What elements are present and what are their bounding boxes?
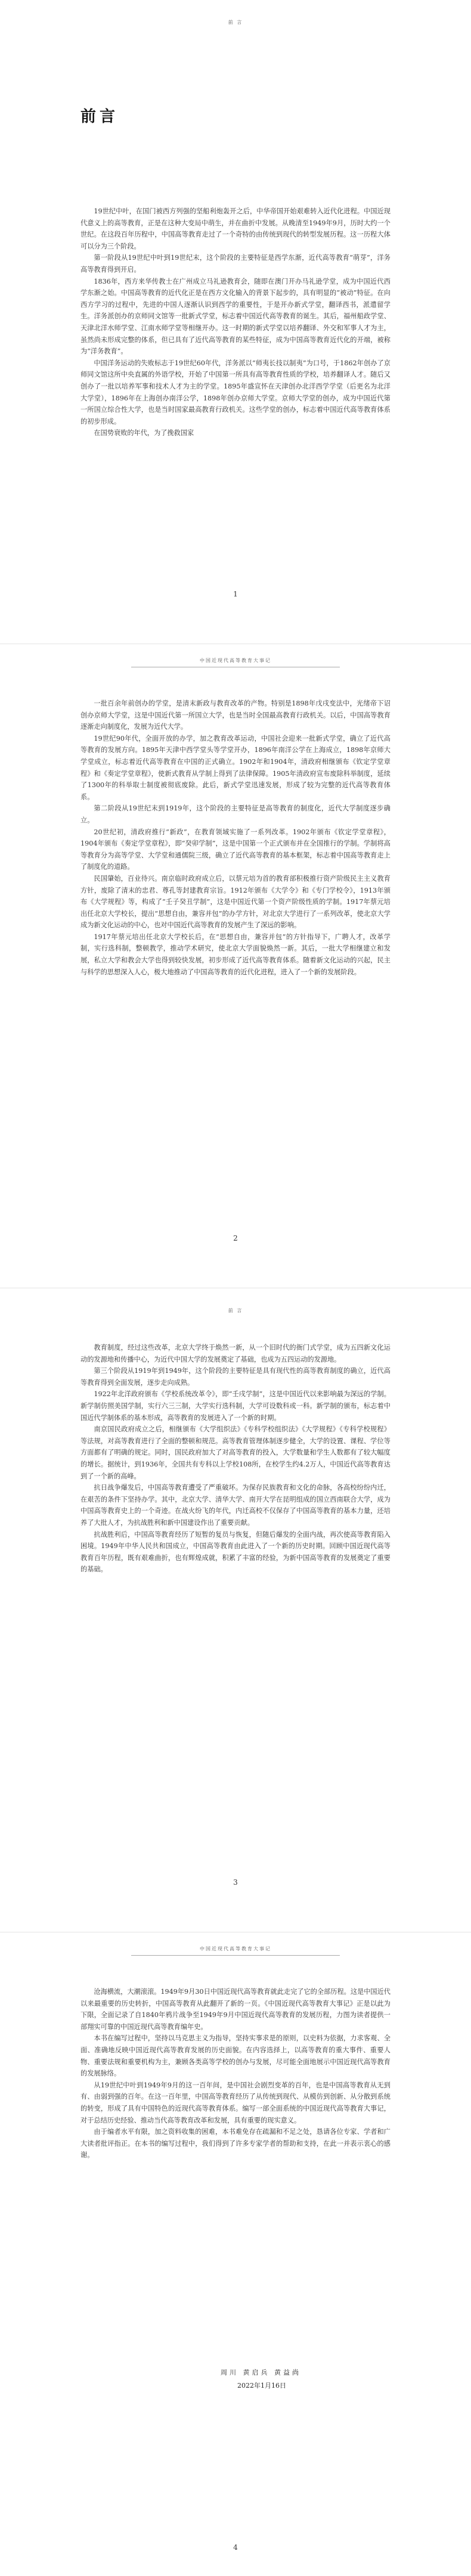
paragraph: 19世纪90年代，全面开放的办学，加之教育改革运动，中国社会迎来一批新式学堂，确立了近代高等教育的发展方向。1895年天津中西学堂头等学堂开办，1896年南洋公学在上海成立，1898年京师大学堂成立，标志着近代高等教育在中国的正式确立。1902年和1904年，清政府相继颁布《钦定学堂章程》和《奏定学堂章程》，使新式教育从学制上得到了法律保障。1905年清政府宣布废除科举制度，延续了1300年的科举取士制度被彻底废除。此后，新式学堂迅速发展，形成了较为完整的近代高等教育体系。 (80, 734, 391, 801)
document-page-2 (0, 644, 471, 1288)
signature-date: 2022年1月16日 (237, 2382, 286, 2389)
page-number: 1 (233, 590, 238, 598)
paragraph: 19世纪中叶，在国门被西方列强的坚船利炮轰开之后，中华帝国开始艰难转入近代化进程。中国近现代意义上的高等教育，正是在这种大变局中萌生，并在曲折中发展。从晚清至1949年9月，历时大约一个世纪。在这段百年历程中，中国高等教育走过了一个奇特的由传统到现代的转型发展历程。这一历程大体可以分为三个阶段。 (80, 207, 391, 250)
paragraph: 中国洋务运动的失败标志于19世纪60年代，洋务派以“师夷长技以制夷”为口号，于1862年创办了京师同文馆这所中央直属的外语学校，开始了中国第一所具有高等教育性质的学校，培养翻译人才。随后又创办了一批以培养军事和技术人才为主的学堂。1895年盛宣怀在天津创办北洋西学学堂（后更名为北洋大学堂），1896年在上海创办南洋公学，1898年创办京师大学堂。京师大学堂的创办，成为中国近代第一所国立综合性大学，也是当时国家最高教育行政机关。这些学堂的创办，标志着中国近代高等教育体系的初步形成。 (80, 359, 391, 425)
paragraph: 抗日战争爆发后，中国高等教育遭受了严重破坏。为保存民族教育和文化的命脉，各高校纷纷内迁，在艰苦的条件下坚持办学。其中，北京大学、清华大学、南开大学在昆明组成的国立西南联合大学，成为中国高等教育史上的一个奇迹。在战火纷飞的年代，内迁高校不仅保存了中国高等教育的基本力量，还培养了大批人才，为抗战胜利和新中国建设作出了重要贡献。 (80, 1484, 391, 1527)
page-number: 2 (233, 1234, 238, 1242)
paragraph: 1836年，西方来华传教士在广州成立马礼逊教育会，随即在澳门开办马礼逊学堂，成为中国近代西学东渐之始。中国高等教育的近代化正是在西方文化输入的背景下起步的，具有明显的“被动”特征。在向西方学习的过程中，先进的中国人逐渐认识到西学的重要性，于是开办新式学堂，翻译西书，派遣留学生。洋务派创办的京师同文馆等一批新式学堂，标志着中国近代高等教育的诞生。其后，福州船政学堂、天津北洋水师学堂、江南水师学堂等相继开办。这一时期的新式学堂以培养翻译、外交和军事人才为主，虽然尚未形成完整的体系，但已具有了近代高等教育的某些特征，成为中国高等教育近代化的开端，被称为“洋务教育”。 (80, 277, 391, 356)
page-number: 3 (233, 1878, 238, 1887)
paragraph: 第一阶段从19世纪中叶到19世纪末，这个阶段的主要特征是西学东渐，近代高等教育“萌芽”，洋务高等教育得到开启。 (80, 254, 391, 274)
document-page-1 (0, 0, 471, 644)
running-header: 中国近现代高等教育大事记 (200, 1946, 271, 1952)
page-body (80, 698, 391, 978)
paragraph: 从19世纪中叶到1949年9月的这一百年间，是中国社会剧烈变革的百年，也是中国高等教育从无到有、由弱到强的百年。在这一百年里，中国高等教育经历了从传统到现代、从模仿到创新、从分散到系统的转变，形成了具有中国特色的近现代高等教育体系。编写一部全面系统的中国近现代高等教育大事记，对于总结历史经验、推动当代高等教育改革和发展，具有重要的现实意义。 (80, 2081, 391, 2124)
paragraph: 由于编者水平有限，加之资料收集的困难，本书难免存在疏漏和不足之处，恳请各位专家、学者和广大读者批评指正。在本书的编写过程中，我们得到了许多专家学者的帮助和支持，在此一并表示衷心的感谢。 (80, 2128, 391, 2159)
paragraph: 抗战胜利后，中国高等教育经历了短暂的复员与恢复，但随后爆发的全面内战，再次使高等教育陷入困境。1949年中华人民共和国成立，中国高等教育由此进入了一个新的历史时期。回顾中国近现代高等教育百年历程，既有艰难曲折，也有辉煌成就，积累了丰富的经验，为新中国高等教育的发展奠定了重要的基础。 (80, 1530, 391, 1574)
running-header: 前 言 (228, 1308, 243, 1313)
document-page-4 (0, 1932, 471, 2576)
paragraph: 民国肇始，百业待兴。南京临时政府成立后，以蔡元培为首的教育部积极推行资产阶级民主主义教育方针，废除了清末的忠君、尊孔等封建教育宗旨。1912年颁布《大学令》和《专门学校令》，1913年颁布《大学规程》等，构成了“壬子癸丑学制”，这是中国近代第一个资产阶级性质的学制。1917年蔡元培出任北京大学校长，提出“思想自由，兼容并包”的办学方针，对北京大学进行了一系列改革，使北京大学成为新文化运动的中心，也对中国近代高等教育的发展产生了深远的影响。 (80, 874, 391, 930)
paragraph: 一批百余年前创办的学堂，是清末新政与教育改革的产物。特别是1898年戊戌变法中，光绪帝下诏创办京师大学堂，这是中国近代第一所国立大学，也是当时全国最高教育行政机关。以后，中国高等教育逐渐走向制度化，发展为近代大学。 (80, 700, 391, 731)
page-body (80, 1986, 391, 2161)
header-rule (131, 1955, 340, 1956)
paragraph: 本书在编写过程中，坚持以马克思主义为指导，坚持实事求是的原则，以史料为依据，力求客观、全面、准确地反映中国近现代高等教育发展的历史面貌。在内容选择上，以高等教育的重大事件、重要人物、重要法规和重要机构为主，兼顾各类高等学校的创办与发展，尽可能全面地展示中国近现代高等教育的发展脉络。 (80, 2034, 391, 2078)
preface-title: 前言 (80, 108, 119, 126)
document-page-3 (0, 1288, 471, 1932)
paragraph: 1922年北洋政府颁布《学校系统改革令》，即“壬戌学制”，这是中国近代以来影响最为深远的学制。新学制仿照美国学制，实行六三三制，大学实行选科制，大学可设数科或一科。新学制的颁布，标志着中国近代学制体系的基本形成，高等教育的发展进入了一个新的时期。 (80, 1390, 391, 1422)
paragraph: 在国势衰败的年代，为了挽救国家 (94, 429, 194, 437)
running-header: 前 言 (228, 20, 243, 25)
signature-names: 周川 黄启兵 黄益尚 (221, 2369, 301, 2376)
paragraph: 教育制度，经过这些改革，北京大学终于焕然一新，从一个旧时代的衙门式学堂，成为五四新文化运动的发源地和传播中心，为近代中国大学的发展奠定了基础，也成为五四运动的发源地。 (80, 1344, 391, 1363)
signature-block (80, 2367, 391, 2390)
paragraph: 20世纪初，清政府推行“新政”，在教育领域实施了一系列改革。1902年颁布《钦定学堂章程》，1904年颁布《奏定学堂章程》，即“癸卯学制”，这是中国第一个正式颁布并在全国推行的学制。学制将高等教育分为高等学堂、大学堂和通儒院三级，确立了近代高等教育的基本框架，标志着中国高等教育走上了制度化的道路。 (80, 828, 391, 871)
paragraph: 南京国民政府成立之后，相继颁布《大学组织法》《专科学校组织法》《大学规程》《专科学校规程》等法规，对高等教育进行了全面的整顿和规范。高等教育管理体制逐步健全，大学的设置、课程、学位等方面都有了明确的规定。同时，国民政府加大了对高等教育的投入，大学数量和学生人数都有了较大幅度的增长。据统计，到1936年，全国共有专科以上学校108所，在校学生约4.2万人，中国近代高等教育达到了一个新的高峰。 (80, 1425, 391, 1480)
paragraph: 第二阶段从19世纪末到1919年，这个阶段的主要特征是高等教育的制度化，近代大学制度逐步确立。 (80, 804, 391, 824)
paragraph: 第三个阶段从1919年到1949年，这个阶段的主要特征是具有现代性的高等教育制度的确立，近代高等教育得到全面发展，逐步走向成熟。 (80, 1367, 391, 1387)
running-header: 中国近现代高等教育大事记 (200, 658, 271, 663)
page-body (80, 206, 391, 439)
paragraph: 沧海横流，大潮滚滚。1949年9月30日中国近现代高等教育就此走完了它的全部历程。这是中国近代以来最重要的历史转折，中国高等教育从此翻开了新的一页。《中国近现代高等教育大事记》正是以此为下限，全面记录了自1840年鸦片战争至1949年9月中国近现代高等教育的发展历程，力图为读者提供一部翔实可靠的中国近现代高等教育编年史。 (80, 1988, 391, 2031)
paragraph: 1917年蔡元培出任北京大学校长后，在“思想自由，兼容并包”的方针指导下，广聘人才，改革学制，实行选科制，整顿教学，推动学术研究，使北京大学面貌焕然一新。其后，一批大学相继建立和发展，私立大学和教会大学也得到较快发展，初步形成了近代高等教育体系。随着新文化运动的兴起，民主与科学的思想深入人心，极大地推动了中国高等教育的近代化进程，进入了一个新的发展阶段。 (80, 933, 391, 976)
page-body (80, 1342, 391, 1576)
page-number: 4 (233, 2543, 238, 2552)
